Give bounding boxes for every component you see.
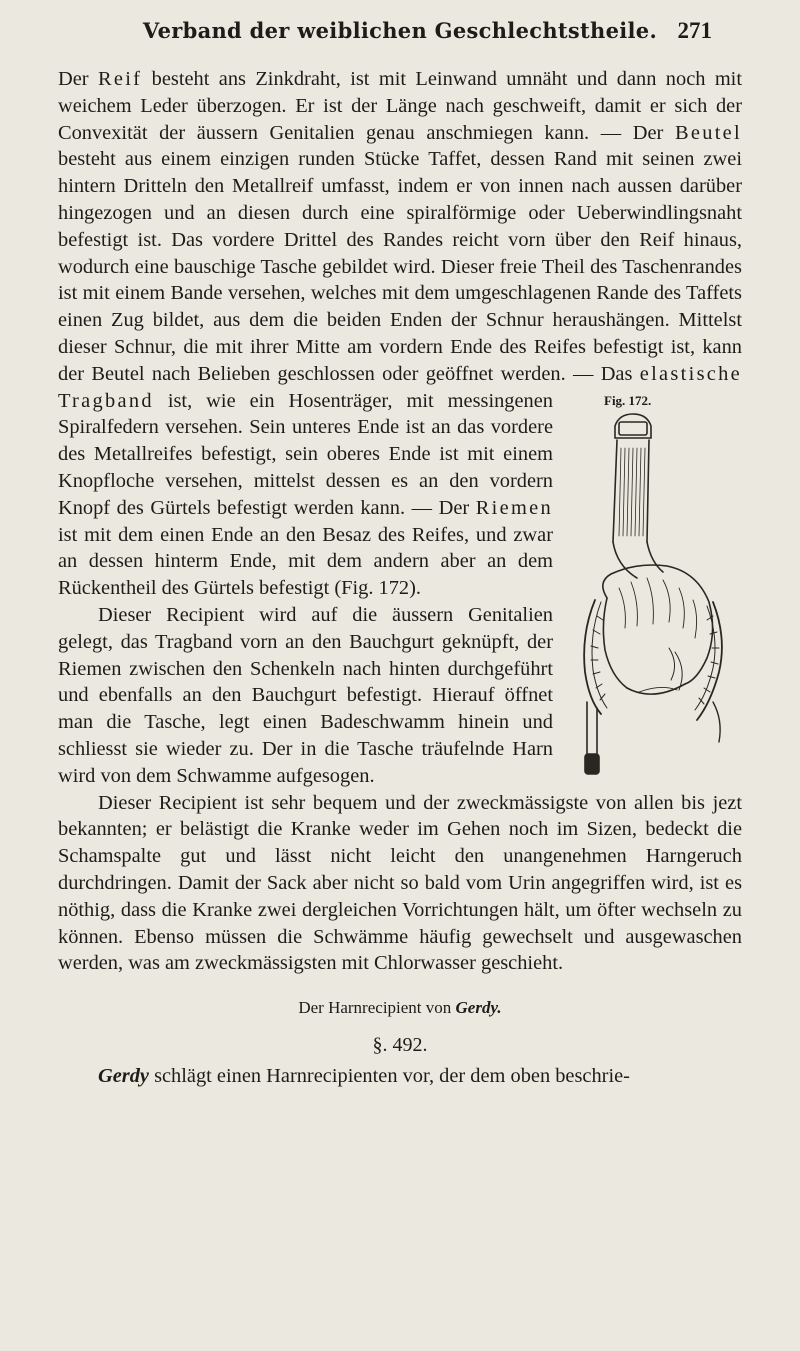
figure-172 xyxy=(567,388,742,784)
figure-label: Fig. 172. xyxy=(604,392,652,408)
text-span: schlägt einen Harnrecipienten vor, der dem oben beschrie- xyxy=(148,1064,630,1087)
text-span: ist mit dem einen Ende an den Besaz des Reifes, und zwar an dessen hinterm Ende, mit dem andern aber an dem Rückentheil des Gürtels befestigt (Fig. 172). xyxy=(58,523,553,600)
running-title: Verband der weiblichen Geschlechtstheile. xyxy=(142,18,658,43)
paragraph-1 xyxy=(58,66,742,602)
term-beutel: Beutel xyxy=(674,121,742,144)
subheading-name: Gerdy. xyxy=(455,998,502,1018)
section-subheading xyxy=(58,995,742,1022)
text-span: Der xyxy=(58,68,98,90)
section-number: §. 492. xyxy=(372,1033,428,1056)
text-span: besteht ans Zinkdraht, ist mit Leinwand umnäht und dann noch mit weichem Leder überzogen. Er ist der Länge nach geschweift, damit er sich der Convexität der äussern Genitalien genau anschmiegen kann. — Der xyxy=(58,68,743,144)
author-name: Gerdy xyxy=(98,1064,149,1087)
paragraph-2: Dieser Recipient wird auf die äussern Genitalien gelegt, das Tragband vorn an den Bauchgurt geknüpft, der Riemen zwischen den Schenkeln nach hinten durchgeführt und ebenfalls an den Bauchgurt befestigt. Hierauf öffnet man die Tasche, legt einen Badeschwamm hinein und schliesst sie wieder zu. Der in die Tasche träufelnde Harn wird von dem Schwamme aufgesogen. xyxy=(58,603,553,787)
text-span: besteht aus einem einzigen runden Stücke Taffet, dessen Rand mit seinen zwei hintern Dritteln den Metallreif umfasst, indem er von innen nach aussen darüber hingezogen und an diesen durch eine spiralförmige oder Ueberwindlingsnaht befestigt ist. Das vordere Drittel des Randes reicht vorn über den Reif hinaus, wodurch eine bauschige Tasche gebildet wird. Dieser freie Theil des Taschenrandes ist mit einem Bande versehen, welches mit dem umgeschlagenen Rande des Taffets einen Zug bildet, aus dem die beiden Enden der Schnur heraushängen. Mittelst dieser Schnur, die mit ihrer Mitte am vordern Ende des Reifes befestigt ist, kann der Beutel nach Belieben geschlossen oder geöffnet werden. — Das xyxy=(58,148,742,385)
text-span: ist, wie ein Hosenträger, mit messingenen Spiralfedern versehen. Sein unteres Ende ist an das vordere des Metallreifes befestigt, sein oberes Ende ist mit einem Knopfloche versehen, mittelst dessen es an den vordern Knopf des Gürtels befestigt werden kann. — Der xyxy=(58,389,553,519)
page-number: 271 xyxy=(677,18,712,43)
paragraph-4 xyxy=(58,1063,742,1090)
term-riemen: Riemen xyxy=(475,496,553,519)
term-elastic-band: elastische Tragband xyxy=(58,362,742,412)
running-head xyxy=(0,8,800,48)
subheading-prefix: Der Harnrecipient von xyxy=(298,998,456,1018)
term-reif: Reif xyxy=(97,68,143,90)
urine-recipient-illustration xyxy=(567,402,742,782)
paragraph-3: Dieser Recipient ist sehr bequem und der zweckmässigste von allen bis jezt bekannten; er belästigt die Kranke weder im Gehen noch im Sizen, bedeckt die Schamspalte gut und lässt nicht leicht den unangenehmen Harngeruch durchdringen. Damit der Sack aber nicht so bald vom Urin angegriffen wird, ist es nöthig, dass die Kranke zwei dergleichen Vorrichtungen hält, um öfter wechseln zu können. Ebenso müssen die Schwämme häufig gewechselt und ausgewaschen werden, was am zweckmässigsten mit Chlorwasser geschieht. xyxy=(58,791,742,975)
body-text xyxy=(58,66,742,1089)
